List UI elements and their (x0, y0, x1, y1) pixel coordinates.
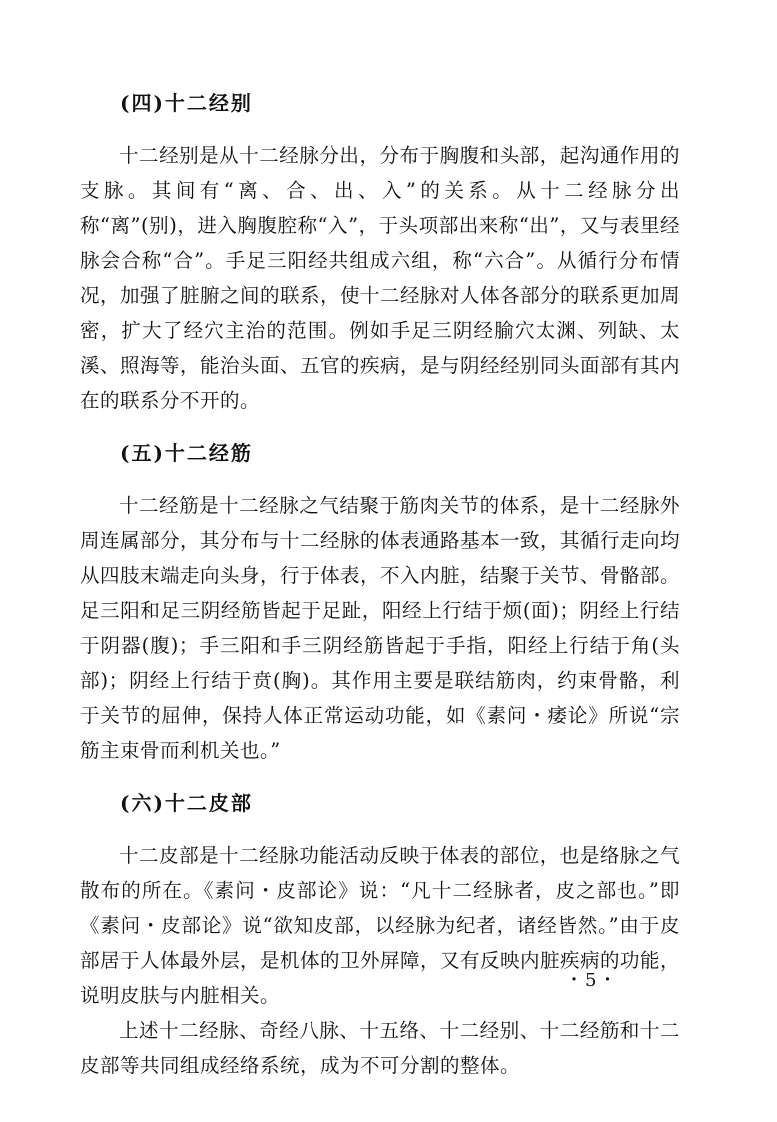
paragraph-pi-bu: 十二皮部是十二经脉功能活动反映于体表的部位，也是络脉之气散布的所在。《素问・皮部论》说：“凡十二经脉者，皮之部也。”即《素问・皮部论》说“欲知皮部，以经脉为纪者，诸经皆然。”由于皮部居于人体最外层，是机体的卫外屏障，又有反映内脏疾病的功能，说明皮肤与内脏相关。 (80, 844, 681, 1007)
page-content (80, 88, 680, 1103)
page-number: ・5・ (565, 970, 619, 991)
paragraph-summary: 上述十二经脉、奇经八脉、十五络、十二经别、十二经筋和十二皮部等共同组成经络系统，成为不可分割的整体。 (80, 1019, 680, 1077)
paragraph-jing-jin: 十二经筋是十二经脉之气结聚于筋肉关节的体系，是十二经脉外周连属部分，其分布与十二经脉的体表通路基本一致，其循行走向均从四肢末端走向头身，行于体表，不入内脏，结聚于关节、骨骼部。足三阳和足三阴经筋皆起于足趾，阳经上行结于烦(面)；阴经上行结于阴器(腹)；手三阳和手三阴经筋皆起于手指，阳经上行结于角(头部)；阴经上行结于贲(胸)。其作用主要是联结筋肉，约束骨骼，利于关节的屈伸，保持人体正常运动功能，如《素问・痿论》所说“宗筋主束骨而利机关也。” (80, 494, 681, 762)
section-heading-four: (四)十二经别 (120, 91, 253, 115)
paragraph-jing-bie: 十二经别是从十二经脉分出，分布于胸腹和头部，起沟通作用的支脉。其间有“离、合、出、入”的关系。从十二经脉分出称“离”(别)，进入胸腹腔称“入”，于头项部出来称“出”，又与表里经脉会合称“合”。手足三阳经共组成六组，称“六合”。从循行分布情况，加强了脏腑之间的联系，使十二经脉对人体各部分的联系更加周密，扩大了经穴主治的范围。例如手足三阴经腧穴太渊、列缺、太溪、照海等，能治头面、五官的疾病，是与阴经经别同头面部有其内在的联系分不开的。 (80, 144, 681, 412)
section-heading-six: (六)十二皮部 (120, 791, 253, 815)
section-heading-five: (五)十二经筋 (120, 441, 253, 465)
